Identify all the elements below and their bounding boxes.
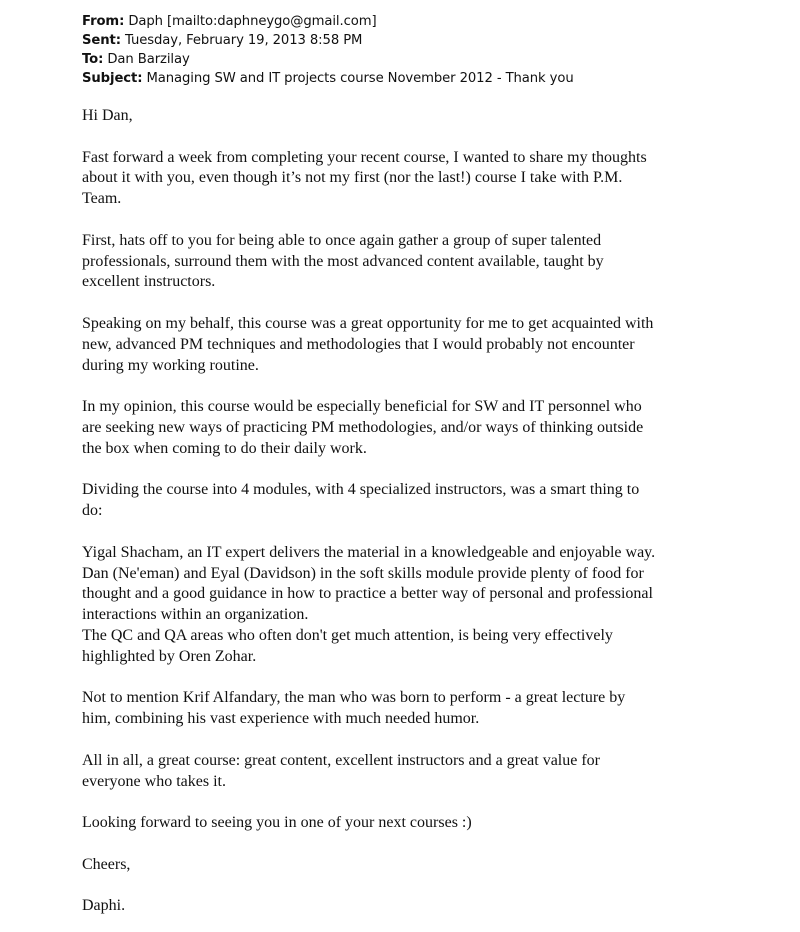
closing-line: Cheers, xyxy=(82,855,131,873)
paragraph-looking-forward xyxy=(82,813,782,834)
paragraph-line: about it with you, even though it’s not my first (nor the last!) course I take with P.M. xyxy=(82,169,623,187)
from-value: Daph [mailto:daphneygo@gmail.com] xyxy=(128,14,377,29)
paragraph-line: do: xyxy=(82,502,103,520)
paragraph-line: professionals, surround them with the most advanced content available, taught by xyxy=(82,252,604,270)
subject-line xyxy=(82,69,782,88)
paragraph-line: thought and a good guidance in how to practice a better way of personal and professional xyxy=(82,585,653,603)
paragraph-line: new, advanced PM techniques and methodologies that I would probably not encounter xyxy=(82,335,635,353)
paragraph-line: Looking forward to seeing you in one of your next courses :) xyxy=(82,814,472,832)
email-header xyxy=(82,12,782,88)
paragraph-line: interactions within an organization. xyxy=(82,606,309,624)
to-label: To: xyxy=(82,52,104,67)
paragraph-intro xyxy=(82,148,782,210)
from-line xyxy=(82,12,782,31)
sent-line xyxy=(82,31,782,50)
paragraph-instructors xyxy=(82,543,782,668)
greeting xyxy=(82,106,782,127)
paragraph-line: All in all, a great course: great content, excellent instructors and a great value for xyxy=(82,751,601,769)
paragraph-modules xyxy=(82,480,782,522)
paragraph-opinion xyxy=(82,397,782,459)
paragraph-line: the box when coming to do their daily work. xyxy=(82,439,367,457)
paragraph-line: Not to mention Krif Alfandary, the man who was born to perform - a great lecture by xyxy=(82,689,626,707)
email-body xyxy=(82,106,782,917)
greeting-line: Hi Dan, xyxy=(82,107,133,124)
paragraph-line: The QC and QA areas who often don't get much attention, is being very effectively xyxy=(82,626,613,644)
paragraph-line: Dan (Ne'eman) and Eyal (Davidson) in the soft skills module provide plenty of food for xyxy=(82,564,644,582)
closing xyxy=(82,855,782,876)
to-value: Dan Barzilay xyxy=(107,52,190,67)
paragraph-opportunity xyxy=(82,314,782,376)
sent-value: Tuesday, February 19, 2013 8:58 PM xyxy=(125,33,363,48)
to-line xyxy=(82,50,782,69)
subject-value: Managing SW and IT projects course November 2012 - Thank you xyxy=(146,71,574,86)
paragraph-line: Fast forward a week from completing your recent course, I wanted to share my thoughts xyxy=(82,148,647,166)
paragraph-krif xyxy=(82,688,782,730)
paragraph-line: Yigal Shacham, an IT expert delivers the material in a knowledgeable and enjoyable way. xyxy=(82,543,656,561)
signature xyxy=(82,896,782,917)
sent-label: Sent: xyxy=(82,33,121,48)
paragraph-line: First, hats off to you for being able to once again gather a group of super talented xyxy=(82,231,602,249)
paragraph-line: excellent instructors. xyxy=(82,273,216,291)
email-message xyxy=(82,12,782,917)
paragraph-line: are seeking new ways of practicing PM methodologies, and/or ways of thinking outside xyxy=(82,418,644,436)
subject-label: Subject: xyxy=(82,71,143,86)
paragraph-line: during my working routine. xyxy=(82,356,259,374)
paragraph-line: In my opinion, this course would be especially beneficial for SW and IT personnel who xyxy=(82,398,642,416)
signature-line: Daphi. xyxy=(82,897,126,915)
paragraph-line: everyone who takes it. xyxy=(82,772,226,790)
paragraph-line: Team. xyxy=(82,190,122,208)
paragraph-hats-off xyxy=(82,231,782,293)
from-label: From: xyxy=(82,14,125,29)
paragraph-summary xyxy=(82,751,782,793)
paragraph-line: him, combining his vast experience with much needed humor. xyxy=(82,710,480,728)
paragraph-line: Speaking on my behalf, this course was a great opportunity for me to get acquainted with xyxy=(82,314,654,332)
paragraph-line: highlighted by Oren Zohar. xyxy=(82,647,257,665)
paragraph-line: Dividing the course into 4 modules, with 4 specialized instructors, was a smart thing to xyxy=(82,481,640,499)
